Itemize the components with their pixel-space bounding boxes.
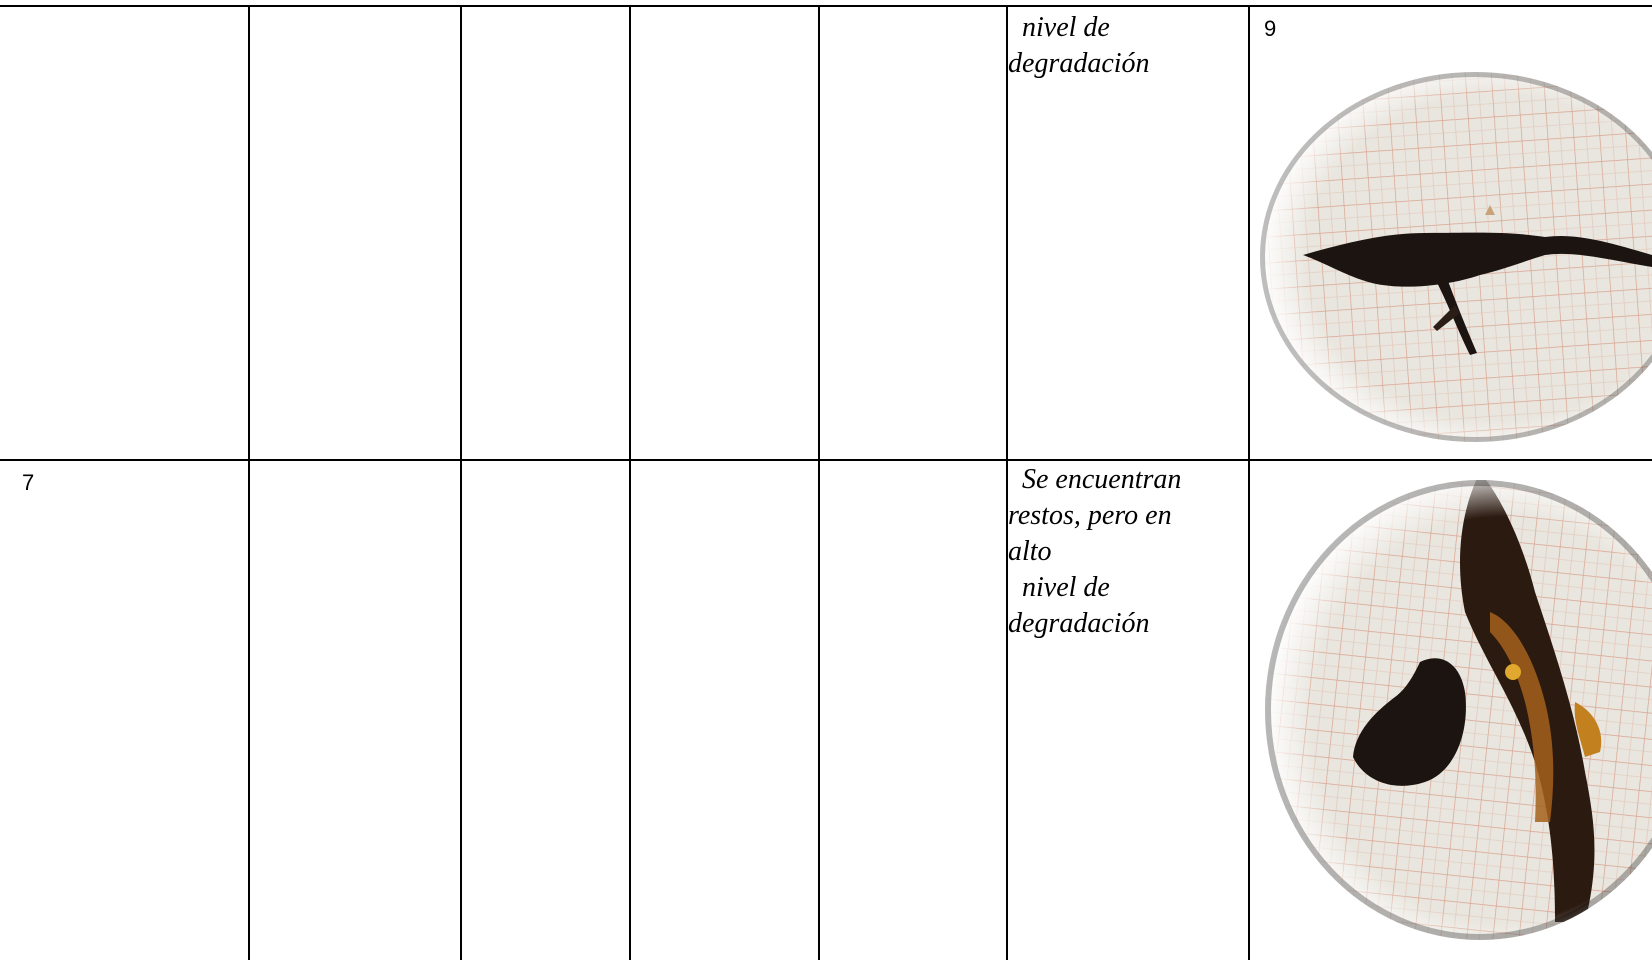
- description-line: Se encuentran: [1008, 464, 1182, 495]
- description-line: alto: [1008, 536, 1052, 567]
- column-divider: [460, 5, 462, 960]
- column-divider: [629, 5, 631, 960]
- row-number-label: 7: [22, 470, 35, 495]
- photo-number-label: 9: [1264, 16, 1277, 41]
- degradation-description: [1008, 10, 1150, 82]
- specimen-photo-icon: [1255, 462, 1652, 950]
- description-line: nivel de: [1008, 572, 1110, 603]
- description-line: degradación: [1008, 48, 1150, 79]
- degradation-description: [1008, 462, 1181, 642]
- column-divider: [818, 5, 820, 960]
- specimen-photo-icon: [1255, 55, 1652, 451]
- description-line: nivel de: [1008, 12, 1110, 43]
- description-line: restos, pero en: [1008, 500, 1172, 531]
- column-divider: [1248, 5, 1250, 960]
- column-divider: [248, 5, 250, 960]
- description-line: degradación: [1008, 608, 1150, 639]
